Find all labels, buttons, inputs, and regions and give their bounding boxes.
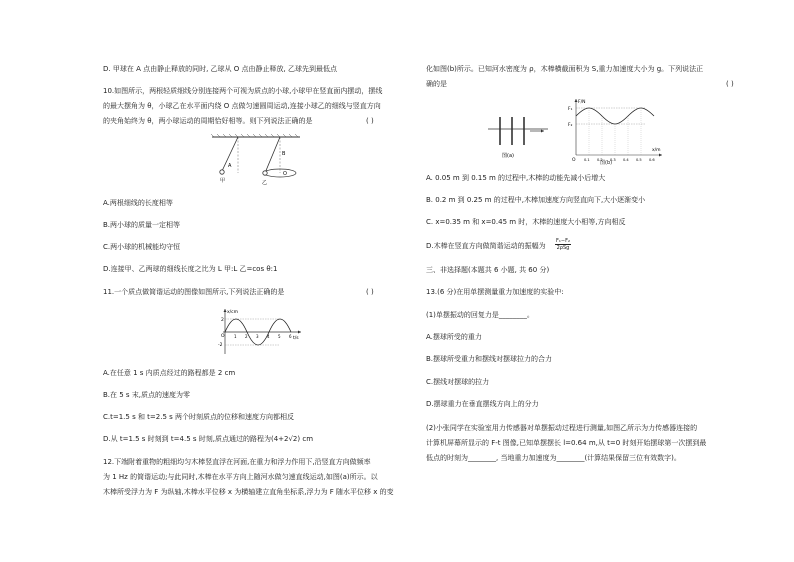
q10-option-b: B.两小球的质量一定相等	[103, 221, 181, 229]
q12-figure-b	[568, 99, 662, 163]
q12-option-d: D.木棒在竖直方向做简谐运动的振幅为	[426, 242, 546, 250]
q11-option-c: C.t=1.5 s 和 t=2.5 s 两个时刻质点的位移和速度方向都相反	[103, 413, 295, 421]
q10-stem-line2: 的最大摆角为 θ，小球乙在水平面内绕 O 点做匀速圆周运动,连接小球乙的细线与竖直方向	[103, 102, 381, 110]
q12-answer-bracket: ( )	[726, 80, 734, 88]
q13-part2-line3: 低点的时刻为________, 当地重力加速度为________(计算结果保留三位有效数字)。	[426, 454, 681, 462]
q11-stem: 11.一个质点做简谐运动的图像如图所示,下列说法正确的是	[103, 288, 285, 296]
q10-label-yi: 乙	[262, 180, 268, 186]
q9-option-d: D. 甲球在 A 点由静止释放的同时, 乙球从 O 点由静止释放, 乙球先到最低点	[103, 65, 337, 73]
q10-label-o: O	[283, 171, 287, 177]
q13-option-c: C.摆线对摆球的拉力	[426, 378, 490, 386]
q13-option-b: B.摆球所受重力和摆线对摆球拉力的合力	[426, 355, 553, 363]
formula-numerator: F₁−F₂	[556, 238, 570, 244]
q10-answer-bracket: ( )	[366, 117, 374, 125]
q12-stem-line1: 12.下端附着重物的粗细均匀木棒竖直浮在河面,在重力和浮力作用下,沿竖直方向做频率	[103, 458, 371, 466]
q10-pendulum-figure	[208, 133, 318, 188]
q12-stem-line2: 为 1 Hz 的简谐运动;与此同时,木棒在水平方向上随河水做匀速直线运动,如图(a)所示。以	[103, 473, 378, 481]
q11-tick-2: 2	[245, 334, 248, 339]
q11-origin: O	[221, 334, 225, 339]
q12-option-b: B. 0.2 m 到 0.25 m 的过程中,木棒加速度方向竖直向下,大小逐渐变小	[426, 196, 646, 204]
q11-ylabel: x/cm	[227, 310, 239, 315]
q10-stem-line3: 的夹角始终为 θ，两小球运动的周期恰好相等。则下列说法正确的是	[103, 117, 313, 125]
q12-figure-a	[488, 117, 548, 159]
q12-f1: F₁	[568, 107, 573, 112]
q12-xtick-3: 0.3	[610, 158, 616, 162]
q12-f2: F₂	[568, 123, 573, 128]
q12-xtick-4: 0.4	[623, 158, 629, 162]
q12-caption-b: 图(b)	[600, 160, 613, 166]
q12-origin: O	[572, 158, 576, 163]
q12-figure	[486, 95, 666, 165]
q10-label-jia: 甲	[220, 178, 226, 184]
q12-ylabel: F/N	[578, 100, 586, 105]
q12-amplitude-formula	[555, 238, 571, 251]
q10-label-a: A	[228, 163, 232, 169]
q13-option-d: D.摆球重力在垂直摆线方向上的分力	[426, 400, 539, 408]
q13-part1: (1)单摆振动的回复力是________。	[426, 311, 534, 319]
q11-xlabel: t/s	[293, 336, 299, 341]
q12-caption-a: 图(a)	[502, 153, 514, 159]
q10-option-d: D.连接甲、乙两球的细线长度之比为 L 甲:L 乙=cos θ:1	[103, 265, 278, 273]
q12-xtick-2: 0.2	[597, 158, 603, 162]
q11-tick-1: 1	[234, 334, 237, 339]
q11-answer-bracket: ( )	[366, 288, 374, 296]
q12-xtick-5: 0.5	[636, 158, 642, 162]
q13-part2-line2: 计算机屏幕所显示的 F-t 图像,已知单摆摆长 l=0.64 m,从 t=0 时刻开始摆球第一次摆到最	[426, 439, 707, 447]
q10-option-c: C.两小球的机械能均守恒	[103, 243, 181, 251]
q11-tick-5: 5	[278, 334, 281, 339]
q12-xtick-6: 0.6	[649, 158, 655, 162]
q11-option-a: A.在任意 1 s 内质点经过的路程都是 2 cm	[103, 369, 236, 377]
q12-xtick-1: 0.1	[584, 158, 590, 162]
q11-option-d: D.从 t=1.5 s 时刻到 t=4.5 s 时刻,质点通过的路程为(4+2√2) cm	[103, 435, 314, 443]
q12-option-c: C. x=0.35 m 和 x=0.45 m 时，木棒的速度大小相等,方向相反	[426, 218, 626, 226]
q11-tick-3: 3	[256, 334, 259, 339]
q10-label-b: B	[282, 151, 286, 157]
q13-stem: 13.(6 分)在用单摆测量重力加速度的实验中:	[426, 288, 564, 296]
q11-tick-6: 6	[289, 334, 292, 339]
q10-option-a: A.两根细线的长度相等	[103, 199, 173, 207]
q11-ytop: 2	[221, 318, 224, 323]
section-heading: 三、非选择题(本题共 6 小题, 共 60 分)	[426, 266, 550, 274]
q12-stem-line3: 木棒所受浮力为 F 为纵轴,木棒水平位移 x 为横轴建立直角坐标系,浮力为 F 随水平位移 x 的变	[103, 488, 394, 496]
q12-cont-line1: 化如图(b)所示。已知河水密度为 ρ，木棒横截面积为 S,重力加速度大小为 g。下列说法正	[426, 65, 704, 73]
q11-tick-4: 4	[267, 334, 270, 339]
q11-vibration-graph	[215, 306, 305, 356]
q13-option-a: A.摆球所受的重力	[426, 333, 482, 341]
q12-xlabel: x/m	[652, 148, 661, 153]
formula-denominator: 2ρSg	[556, 245, 570, 251]
q12-cont-line2: 确的是	[426, 80, 447, 88]
q10-stem-line1: 10.如图所示，两根轻质细线分别连接两个可视为质点的小球,小球甲在竖直面内摆动，摆线	[103, 87, 383, 95]
q11-ybottom: -2	[218, 343, 223, 348]
q12-option-a: A. 0.05 m 到 0.15 m 的过程中,木棒的动能先减小后增大	[426, 174, 606, 182]
q13-part2-line1: (2)小张同学在实验室用力传感器对单摆振动过程进行测量,如图乙所示为力传感器连接的	[426, 424, 698, 432]
q11-option-b: B.在 5 s 末,质点的速度为零	[103, 391, 191, 399]
